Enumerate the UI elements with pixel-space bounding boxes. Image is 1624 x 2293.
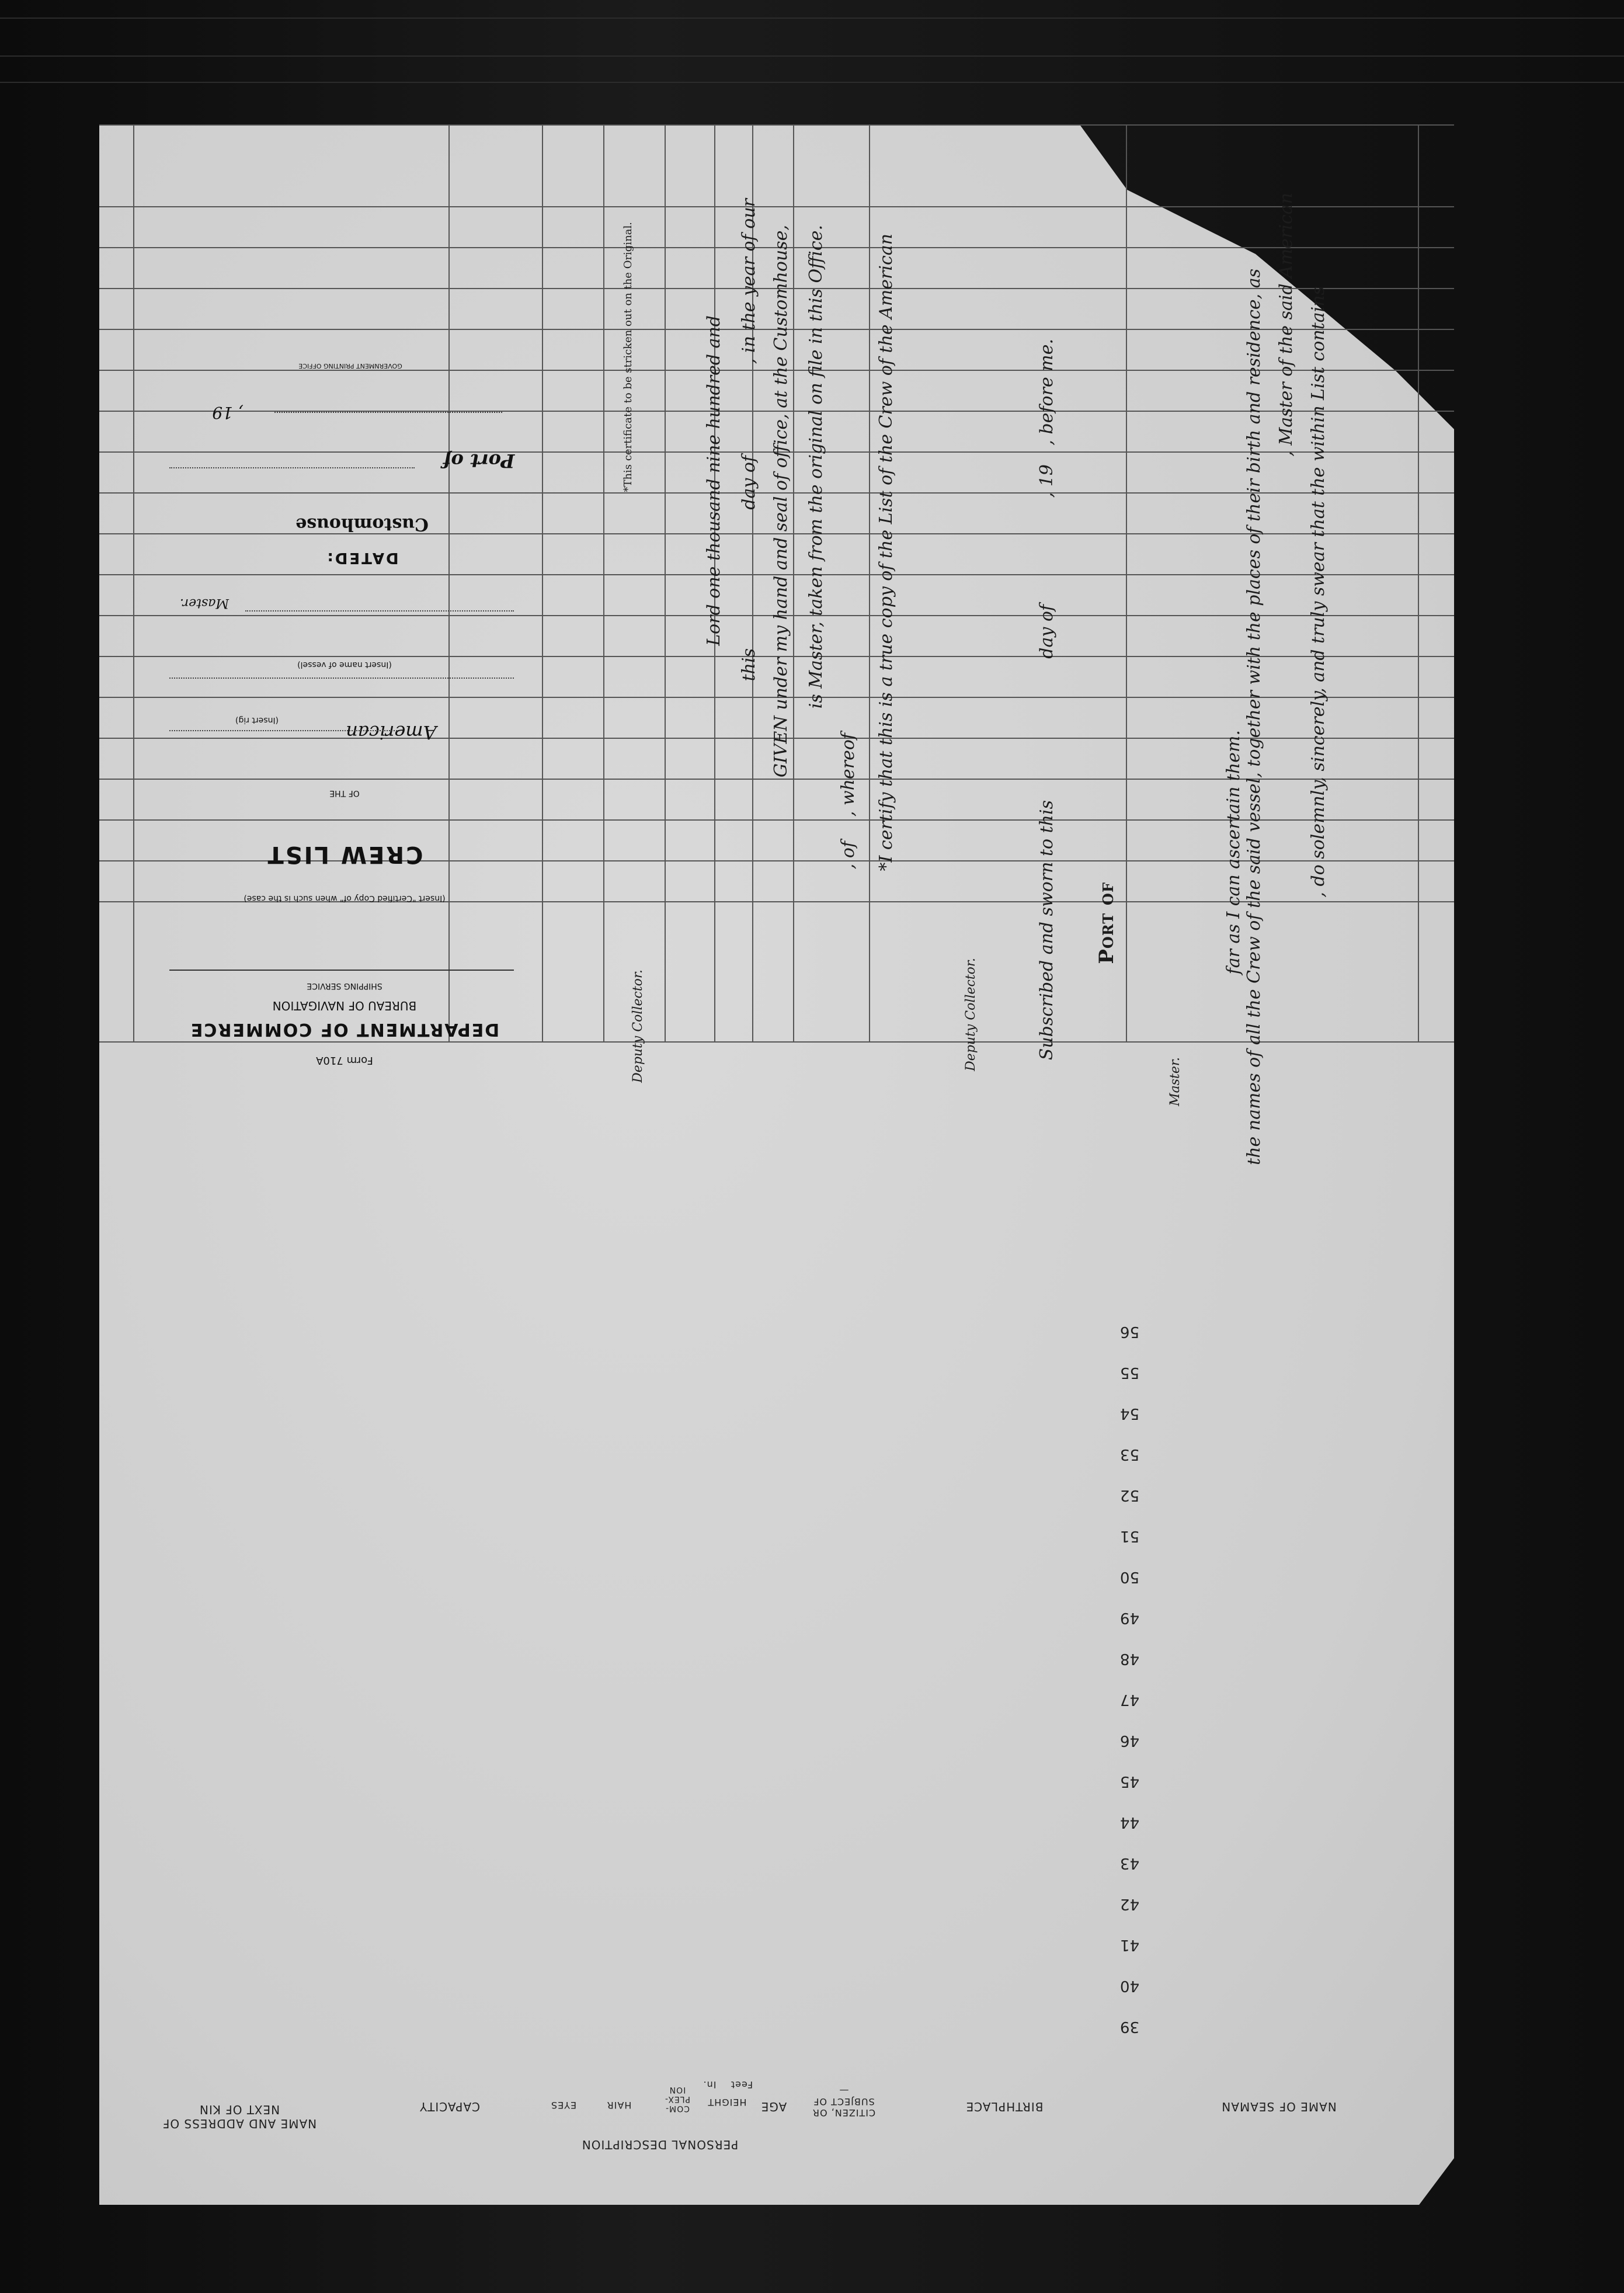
shipping-service: SHIPPING SERVICE bbox=[307, 981, 382, 991]
row-number: 42 bbox=[1120, 1895, 1140, 1913]
oath-year: , 19 bbox=[1037, 464, 1057, 498]
row-number: 46 bbox=[1120, 1732, 1140, 1749]
printer-imprint: GOVERNMENT PRINTING OFFICE bbox=[298, 362, 402, 370]
certificate-line-1: *I certify that this is a true copy of the List of the Crew of the American bbox=[876, 234, 896, 871]
header-citizen: CITIZEN, OR SUBJECT OF— bbox=[812, 2085, 876, 2118]
oath-deputy-collector: Deputy Collector. bbox=[964, 958, 978, 1071]
certificate-footnote: *This certificate to be stricken out on the Original. bbox=[622, 222, 634, 492]
insert-vessel: (Insert name of vessel) bbox=[297, 660, 392, 669]
row-number: 51 bbox=[1120, 1527, 1140, 1545]
bureau-title: BUREAU OF NAVIGATION bbox=[272, 999, 417, 1013]
department-title: DEPARTMENT OF COMMERCE bbox=[189, 1019, 500, 1040]
oath-subscribed: Subscribed and sworn to this bbox=[1037, 800, 1057, 1061]
row-number: 56 bbox=[1120, 1323, 1140, 1340]
header-eyes: EYES bbox=[550, 2100, 577, 2111]
row-line bbox=[99, 206, 1454, 207]
header-height: HEIGHT bbox=[707, 2097, 747, 2108]
row-number: 41 bbox=[1120, 1936, 1140, 1954]
oath-line-4: far as I can ascertain them. bbox=[1223, 730, 1244, 975]
certificate-this: this bbox=[739, 648, 759, 682]
fill-line bbox=[169, 678, 514, 679]
header-capacity: CAPACITY bbox=[419, 2100, 481, 2114]
fill-line bbox=[169, 730, 397, 731]
certificate-day-of: day of bbox=[739, 456, 759, 510]
header-birthplace: BIRTHPLACE bbox=[965, 2100, 1044, 2114]
certificate-year-of-our: , in the year of our bbox=[739, 199, 759, 364]
column-divider bbox=[665, 126, 666, 1043]
customhouse-label: Customhouse bbox=[295, 514, 429, 534]
year-label: , 19 bbox=[212, 403, 244, 422]
row-number: 54 bbox=[1120, 1405, 1140, 1422]
row-number: 55 bbox=[1120, 1364, 1140, 1381]
of-the-label: OF THE bbox=[329, 788, 360, 798]
row-number: 53 bbox=[1120, 1446, 1140, 1463]
header-feet: Feet bbox=[730, 2079, 753, 2090]
american-label: American bbox=[346, 721, 437, 744]
column-divider bbox=[793, 126, 794, 1043]
column-divider bbox=[869, 126, 870, 1043]
oath-before-me: , before me. bbox=[1037, 339, 1057, 446]
row-number: 45 bbox=[1120, 1773, 1140, 1790]
oath-line-2: , do solemnly, sincerely, and truly swear that the within List contains bbox=[1308, 286, 1329, 898]
column-divider bbox=[603, 126, 604, 1043]
certificate-deputy-collector: Deputy Collector. bbox=[631, 970, 645, 1083]
oath-line-3: the names of all the Crew of the said vessel, together with the places of their birth and residence, as bbox=[1244, 269, 1264, 1165]
certificate-line-3: is Master, taken from the original on file in this Office. bbox=[806, 225, 826, 709]
oath-line-1: , Master of the said American bbox=[1276, 193, 1296, 457]
insert-rig: (Insert rig) bbox=[235, 715, 279, 725]
scan-band bbox=[0, 55, 1624, 57]
fill-line bbox=[245, 610, 514, 612]
scan-band bbox=[0, 18, 1624, 19]
header-age: AGE bbox=[760, 2100, 787, 2114]
fill-line bbox=[274, 412, 502, 413]
oath-day-of: day of bbox=[1037, 604, 1057, 659]
row-line bbox=[99, 124, 1454, 126]
header-personal-description: PERSONAL DESCRIPTION bbox=[581, 2138, 739, 2152]
row-number: 49 bbox=[1120, 1609, 1140, 1627]
row-number: 44 bbox=[1120, 1813, 1140, 1831]
oath-port-of: Port of bbox=[1095, 882, 1118, 964]
table-border bbox=[133, 126, 134, 1043]
port-of-label: Port of bbox=[443, 450, 515, 472]
header-complexion: COM-PLEX-ION bbox=[664, 2085, 691, 2113]
row-number: 40 bbox=[1120, 1977, 1140, 1995]
certificate-line-6: Lord one thousand nine hundred and bbox=[704, 315, 724, 646]
row-number: 52 bbox=[1120, 1486, 1140, 1504]
column-divider bbox=[542, 126, 543, 1043]
header-name-of-seaman: NAME OF SEAMAN bbox=[1221, 2100, 1337, 2114]
dated-label: DATED: bbox=[325, 549, 399, 567]
oath-master-label: Master. bbox=[1168, 1057, 1183, 1106]
master-label: Master. bbox=[180, 596, 229, 610]
certificate-of: , of bbox=[838, 841, 858, 870]
header-next-of-kin: NAME AND ADDRESS OF NEXT OF KIN bbox=[162, 2103, 317, 2131]
scan-band bbox=[0, 82, 1624, 83]
form-number: Form 710A bbox=[316, 1054, 373, 1066]
column-divider bbox=[1126, 126, 1127, 1043]
fill-line bbox=[169, 467, 415, 468]
row-number: 50 bbox=[1120, 1568, 1140, 1586]
row-number: 47 bbox=[1120, 1691, 1140, 1708]
crew-list-title: CREW LIST bbox=[266, 841, 423, 868]
header-inches: In. bbox=[703, 2079, 717, 2090]
row-number: 43 bbox=[1120, 1854, 1140, 1872]
certificate-given: GIVEN under my hand and seal of office, at the Customhouse, bbox=[771, 225, 791, 777]
row-number: 39 bbox=[1120, 2018, 1140, 2035]
header-hair: HAIR bbox=[606, 2100, 632, 2111]
column-divider bbox=[448, 126, 450, 1043]
certificate-whereof: , whereof bbox=[838, 733, 858, 817]
row-number: 48 bbox=[1120, 1650, 1140, 1667]
certified-note: (Insert "Certified Copy of" when such is the case) bbox=[244, 894, 446, 903]
table-border bbox=[1418, 126, 1419, 1043]
rule bbox=[169, 970, 514, 971]
